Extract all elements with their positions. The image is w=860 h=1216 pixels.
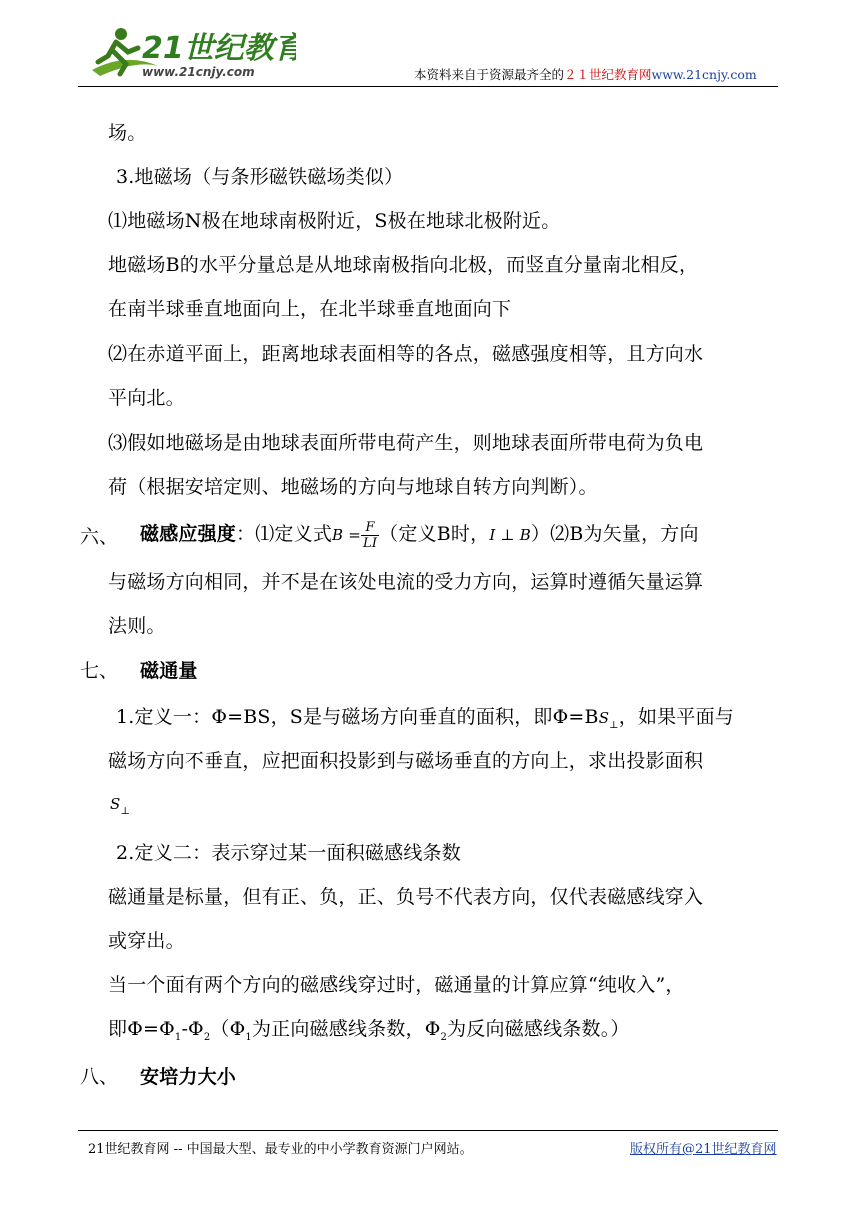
math-subscript: ⊥ xyxy=(609,719,619,731)
section-number: 七、 xyxy=(80,660,119,682)
section-number: 六、 xyxy=(80,526,119,548)
perp-formula: I ⊥ B xyxy=(489,526,531,544)
body-text: 1.定义一：Φ=BS，S是与磁场方向垂直的面积，即Φ=B xyxy=(116,706,599,728)
section-title: 安培力大小 xyxy=(140,1066,237,1088)
body-line: 磁通量是标量，但有正、负，正、负号不代表方向，仅代表磁感线穿入 xyxy=(108,886,704,908)
body-line: 2.定义二：表示穿过某一面积磁感线条数 xyxy=(116,842,461,864)
math-subscript: 1 xyxy=(174,1031,182,1043)
body-line xyxy=(110,792,130,817)
section-number: 八、 xyxy=(80,1066,119,1088)
math-subscript: ⊥ xyxy=(120,805,131,817)
fraction-numerator: F xyxy=(361,520,379,536)
footer-copyright-link[interactable]: 版权所有@21世纪教育网 xyxy=(630,1142,777,1157)
footer-text: 21世纪教育网 -- 中国最大型、最专业的中小学教育资源门户网站。 xyxy=(88,1142,473,1157)
logo-text: 21世纪教育 xyxy=(142,31,296,66)
header-divider xyxy=(78,86,778,87)
fraction-denominator: LI xyxy=(363,535,378,551)
body-text: -Φ xyxy=(181,1018,204,1040)
math-subscript: 1 xyxy=(245,1031,252,1043)
math-subscript: 2 xyxy=(203,1031,211,1043)
section-text: ）⑵B为矢量，方向 xyxy=(530,523,699,545)
body-line: 或穿出。 xyxy=(108,930,185,952)
body-line: 场。 xyxy=(108,122,147,144)
body-line: 与磁场方向相同，并不是在该处电流的受力方向，运算时遵循矢量运算 xyxy=(108,571,704,593)
body-line: 磁场方向不垂直，应把面积投影到与磁场垂直的方向上，求出投影面积 xyxy=(108,750,704,772)
body-line: 法则。 xyxy=(108,615,166,637)
header-source-url[interactable]: www.21cnjy.com xyxy=(651,67,757,82)
body-text: 为反向磁感线条数。） xyxy=(447,1018,630,1040)
section-title: 磁感应强度 xyxy=(140,523,237,545)
site-logo xyxy=(86,22,296,84)
body-line: 地磁场B的水平分量总是从地球南极指向北极，而竖直分量南北相反， xyxy=(108,254,699,276)
math-subscript: 2 xyxy=(440,1031,448,1043)
body-line: 当一个面有两个方向的磁感线穿过时，磁通量的计算应算“纯收入”， xyxy=(108,974,685,996)
body-line: ⑶假如地磁场是由地球表面所带电荷产生，则地球表面所带电荷为负电 xyxy=(108,432,704,454)
header-source-prefix: 本资料来自于资源最齐全的 xyxy=(414,67,565,82)
body-line: 在南半球垂直地面向上，在北半球垂直地面向下 xyxy=(108,298,512,320)
body-text: （Φ xyxy=(210,1018,246,1040)
formula-lhs: B = xyxy=(332,526,361,544)
section-6-line xyxy=(140,512,699,557)
body-line: 3.地磁场（与条形磁铁磁场类似） xyxy=(116,166,404,188)
runner-logo-icon xyxy=(86,22,296,84)
header-source xyxy=(414,65,757,83)
footer-divider xyxy=(78,1130,778,1131)
math-symbol: S xyxy=(110,795,121,813)
header-source-site[interactable]: ２１世纪教育网 xyxy=(564,67,652,82)
formula-fraction xyxy=(361,520,379,551)
logo-url: www.21cnjy.com xyxy=(142,65,255,79)
math-symbol: S xyxy=(598,709,610,727)
body-text: 为正向磁感线条数，Φ xyxy=(251,1018,441,1040)
section-text: （定义B时， xyxy=(379,523,490,545)
section-text: ：⑴定义式 xyxy=(236,523,333,545)
body-line: 平向北。 xyxy=(108,387,185,409)
body-text: 即Φ=Φ xyxy=(108,1018,175,1040)
body-line: ⑵在赤道平面上，距离地球表面相等的各点，磁感强度相等，且方向水 xyxy=(108,343,704,365)
section-title: 磁通量 xyxy=(140,660,198,682)
body-line xyxy=(116,702,734,731)
body-line: ⑴地磁场N极在地球南极附近，S极在地球北极附近。 xyxy=(108,210,561,232)
body-line: 荷（根据安培定则、地磁场的方向与地球自转方向判断）。 xyxy=(108,476,598,498)
body-line xyxy=(108,1014,630,1043)
body-text: ，如果平面与 xyxy=(618,706,734,728)
